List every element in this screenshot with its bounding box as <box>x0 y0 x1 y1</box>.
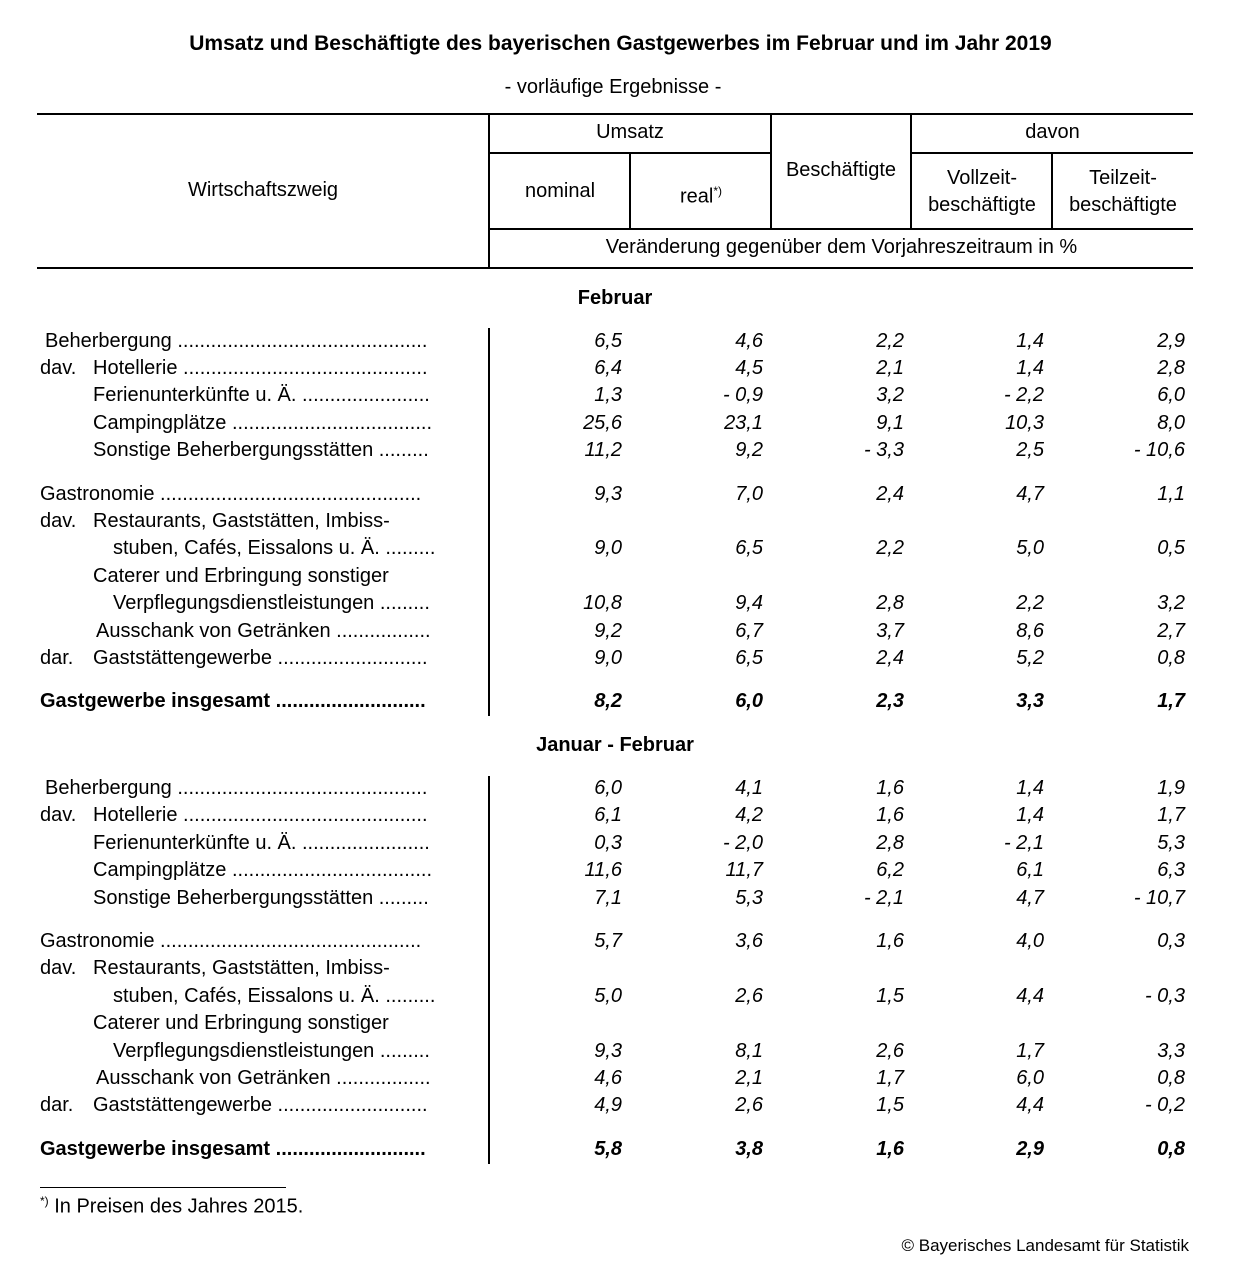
row-label: Ferienunterkünfte u. Ä. ....................... <box>93 832 430 854</box>
footnote-mark: *) <box>40 1194 49 1208</box>
header-davon: davon <box>1025 121 1080 143</box>
row-label: Hotellerie ............................................ <box>93 804 428 826</box>
row-label: Gaststättengewerbe ........................... <box>93 647 428 669</box>
cell-vollzeit: 1,4 <box>1016 777 1044 799</box>
cell-beschaeftigte: 2,8 <box>876 832 904 854</box>
table-row <box>0 620 1241 648</box>
cell-teilzeit: 8,0 <box>1157 412 1185 434</box>
row-label: Restaurants, Gaststätten, Imbiss- <box>93 510 390 532</box>
row-label: Campingplätze .................................... <box>93 412 433 434</box>
cell-vollzeit: 4,7 <box>1016 483 1044 505</box>
cell-teilzeit: 0,8 <box>1157 1067 1185 1089</box>
cell-real: 2,6 <box>735 1094 763 1116</box>
cell-real: 2,6 <box>735 985 763 1007</box>
cell-teilzeit: 1,1 <box>1157 483 1185 505</box>
cell-teilzeit: 2,7 <box>1157 620 1185 642</box>
cell-beschaeftigte: 2,3 <box>876 690 904 712</box>
cell-beschaeftigte: 2,2 <box>876 330 904 352</box>
cell-vollzeit: 2,2 <box>1016 592 1044 614</box>
cell-beschaeftigte: 2,8 <box>876 592 904 614</box>
header-beschaeftigte: Beschäftigte <box>785 159 897 181</box>
cell-real: 9,2 <box>735 439 763 461</box>
table-row-total <box>0 1138 1241 1166</box>
cell-teilzeit: 0,3 <box>1157 930 1185 952</box>
cell-vollzeit: 4,4 <box>1016 1094 1044 1116</box>
row-label: Ausschank von Getränken ................. <box>96 620 431 642</box>
header-vollzeit <box>912 165 1052 219</box>
row-prefix: dav. <box>40 804 77 826</box>
row-label: Gastgewerbe insgesamt ........................... <box>40 690 426 712</box>
footnote <box>40 1194 303 1219</box>
cell-nominal: 11,6 <box>584 859 622 881</box>
cell-real: 5,3 <box>735 887 763 909</box>
row-label: Gastronomie ............................................... <box>40 483 422 505</box>
cell-nominal: 5,7 <box>594 930 622 952</box>
cell-nominal: 11,2 <box>584 439 622 461</box>
header-umsatz: Umsatz <box>596 121 664 143</box>
table-row <box>0 930 1241 958</box>
table-row <box>0 1067 1241 1095</box>
table-row <box>0 777 1241 805</box>
cell-real: - 0,9 <box>722 384 763 406</box>
table-row <box>0 832 1241 860</box>
cell-real: 8,1 <box>735 1040 763 1062</box>
row-label: stuben, Cafés, Eissalons u. Ä. ......... <box>113 537 436 559</box>
cell-real: 23,1 <box>724 412 763 434</box>
cell-beschaeftigte: 1,7 <box>876 1067 904 1089</box>
table-row <box>0 412 1241 440</box>
header-teilzeit-line1: Teilzeit- <box>1089 167 1157 189</box>
cell-vollzeit: 1,4 <box>1016 357 1044 379</box>
row-label: Sonstige Beherbergungsstätten ......... <box>93 439 429 461</box>
cell-beschaeftigte: 2,6 <box>876 1040 904 1062</box>
cell-real: 11,7 <box>725 859 763 881</box>
table-row <box>0 537 1241 565</box>
row-prefix: dav. <box>40 510 77 532</box>
cell-vollzeit: 2,5 <box>1016 439 1044 461</box>
cell-real: 6,5 <box>735 647 763 669</box>
cell-vollzeit: 2,9 <box>1016 1138 1044 1160</box>
table-row <box>0 647 1241 675</box>
cell-teilzeit: 3,3 <box>1157 1040 1185 1062</box>
cell-real: 4,1 <box>735 777 763 799</box>
row-label: Caterer und Erbringung sonstiger <box>93 1012 389 1034</box>
row-label: Verpflegungsdienstleistungen ......... <box>113 1040 430 1062</box>
cell-teilzeit: 2,8 <box>1157 357 1185 379</box>
row-prefix: dav. <box>40 357 77 379</box>
cell-beschaeftigte: 2,1 <box>876 357 904 379</box>
cell-beschaeftigte: 2,4 <box>876 647 904 669</box>
cell-beschaeftigte: 9,1 <box>876 412 904 434</box>
cell-beschaeftigte: 1,5 <box>876 1094 904 1116</box>
table-top-rule <box>37 113 1193 115</box>
footnote-rule <box>40 1187 286 1188</box>
cell-teilzeit: 1,7 <box>1157 804 1185 826</box>
table-row <box>0 330 1241 358</box>
cell-real: 9,4 <box>735 592 763 614</box>
cell-nominal: 10,8 <box>583 592 622 614</box>
page-title: Umsatz und Beschäftigte des bayerischen Gastgewerbes im Februar und im Jahr 2019 <box>189 32 1052 55</box>
cell-teilzeit: 6,0 <box>1157 384 1185 406</box>
table-row <box>0 1012 1241 1040</box>
cell-nominal: 9,0 <box>594 537 622 559</box>
header-bottom-rule <box>37 267 1193 269</box>
row-label: Campingplätze .................................... <box>93 859 433 881</box>
cell-teilzeit: 0,8 <box>1157 647 1185 669</box>
cell-real: 7,0 <box>735 483 763 505</box>
footnote-text: In Preisen des Jahres 2015. <box>48 1195 304 1218</box>
cell-vollzeit: 8,6 <box>1016 620 1044 642</box>
cell-beschaeftigte: 1,6 <box>876 1138 904 1160</box>
cell-vollzeit: 5,2 <box>1016 647 1044 669</box>
cell-nominal: 9,3 <box>594 1040 622 1062</box>
cell-real: 6,0 <box>735 690 763 712</box>
cell-teilzeit: - 0,3 <box>1144 985 1185 1007</box>
cell-real: 3,6 <box>735 930 763 952</box>
row-prefix: dav. <box>40 957 77 979</box>
header-vollzeit-line2: beschäftigte <box>928 194 1036 216</box>
cell-teilzeit: 0,5 <box>1157 537 1185 559</box>
header-real-label: real <box>679 185 714 208</box>
cell-beschaeftigte: 2,2 <box>876 537 904 559</box>
row-label: Gastgewerbe insgesamt ........................... <box>40 1138 426 1160</box>
table-row <box>0 957 1241 985</box>
cell-vollzeit: 1,4 <box>1016 804 1044 826</box>
table-row <box>0 804 1241 832</box>
table-row <box>0 483 1241 511</box>
cell-vollzeit: 5,0 <box>1016 537 1044 559</box>
cell-beschaeftigte: 1,6 <box>876 930 904 952</box>
cell-vollzeit: 6,1 <box>1016 859 1044 881</box>
cell-beschaeftigte: 1,6 <box>876 804 904 826</box>
cell-teilzeit: 2,9 <box>1157 330 1185 352</box>
cell-vollzeit: 6,0 <box>1016 1067 1044 1089</box>
cell-nominal: 9,0 <box>594 647 622 669</box>
header-teilzeit-line2: beschäftigte <box>1069 194 1177 216</box>
cell-vollzeit: 4,4 <box>1016 985 1044 1007</box>
cell-vollzeit: 1,4 <box>1016 330 1044 352</box>
cell-vollzeit: - 2,1 <box>1003 832 1044 854</box>
cell-nominal: 4,9 <box>594 1094 622 1116</box>
cell-nominal: 7,1 <box>594 887 622 909</box>
table-row <box>0 565 1241 593</box>
header-vollzeit-line1: Vollzeit- <box>946 167 1018 189</box>
cell-beschaeftigte: 3,2 <box>876 384 904 406</box>
cell-nominal: 0,3 <box>594 832 622 854</box>
cell-teilzeit: - 10,6 <box>1133 439 1185 461</box>
cell-real: - 2,0 <box>722 832 763 854</box>
table-row <box>0 887 1241 915</box>
table-row <box>0 384 1241 412</box>
cell-nominal: 5,0 <box>594 985 622 1007</box>
row-label: stuben, Cafés, Eissalons u. Ä. ......... <box>113 985 436 1007</box>
cell-vollzeit: 1,7 <box>1016 1040 1044 1062</box>
cell-teilzeit: 1,9 <box>1157 777 1185 799</box>
row-label: Beherbergung ............................................. <box>45 330 428 352</box>
cell-real: 4,2 <box>735 804 763 826</box>
row-prefix: dar. <box>40 1094 74 1116</box>
page-subtitle: - vorläufige Ergebnisse - <box>504 76 722 98</box>
cell-teilzeit: 0,8 <box>1157 1138 1185 1160</box>
cell-beschaeftigte: 1,6 <box>876 777 904 799</box>
cell-beschaeftigte: 1,5 <box>876 985 904 1007</box>
cell-vollzeit: 4,0 <box>1016 930 1044 952</box>
row-label: Restaurants, Gaststätten, Imbiss- <box>93 957 390 979</box>
cell-nominal: 9,3 <box>594 483 622 505</box>
cell-beschaeftigte: 3,7 <box>876 620 904 642</box>
cell-vollzeit: 3,3 <box>1016 690 1044 712</box>
cell-real: 3,8 <box>735 1138 763 1160</box>
cell-real: 6,5 <box>735 537 763 559</box>
section-title-februar: Februar <box>577 287 653 309</box>
table-row <box>0 510 1241 538</box>
row-label: Beherbergung ............................................. <box>45 777 428 799</box>
cell-nominal: 6,5 <box>594 330 622 352</box>
table-row <box>0 1040 1241 1068</box>
cell-nominal: 1,3 <box>594 384 622 406</box>
table-row <box>0 357 1241 385</box>
cell-teilzeit: 1,7 <box>1157 690 1185 712</box>
row-label: Verpflegungsdienstleistungen ......... <box>113 592 430 614</box>
cell-teilzeit: 5,3 <box>1157 832 1185 854</box>
cell-teilzeit: 6,3 <box>1157 859 1185 881</box>
cell-nominal: 5,8 <box>594 1138 622 1160</box>
table-row <box>0 985 1241 1013</box>
table-row <box>0 592 1241 620</box>
cell-vollzeit: 10,3 <box>1005 412 1044 434</box>
cell-teilzeit: 3,2 <box>1157 592 1185 614</box>
cell-real: 6,7 <box>735 620 763 642</box>
cell-nominal: 6,1 <box>594 804 622 826</box>
cell-beschaeftigte: 6,2 <box>876 859 904 881</box>
cell-beschaeftigte: 2,4 <box>876 483 904 505</box>
header-nominal: nominal <box>524 180 596 202</box>
copyright: © Bayerisches Landesamt für Statistik <box>901 1236 1189 1255</box>
cell-real: 4,5 <box>735 357 763 379</box>
cell-vollzeit: 4,7 <box>1016 887 1044 909</box>
row-label: Gaststättengewerbe ........................... <box>93 1094 428 1116</box>
header-rule-units <box>489 228 1193 230</box>
cell-nominal: 6,4 <box>594 357 622 379</box>
cell-teilzeit: - 0,2 <box>1144 1094 1185 1116</box>
section-title-januar-februar: Januar - Februar <box>536 734 694 756</box>
header-real <box>631 178 771 211</box>
header-real-footnote-mark: *) <box>713 184 723 198</box>
header-wirtschaftszweig: Wirtschaftszweig <box>187 179 339 201</box>
row-label: Caterer und Erbringung sonstiger <box>93 565 389 587</box>
table-row <box>0 439 1241 467</box>
cell-nominal: 9,2 <box>594 620 622 642</box>
cell-nominal: 4,6 <box>594 1067 622 1089</box>
row-label: Ausschank von Getränken ................. <box>96 1067 431 1089</box>
cell-beschaeftigte: - 2,1 <box>863 887 904 909</box>
cell-beschaeftigte: - 3,3 <box>863 439 904 461</box>
row-label: Hotellerie ............................................ <box>93 357 428 379</box>
cell-real: 2,1 <box>735 1067 763 1089</box>
header-teilzeit <box>1053 165 1193 219</box>
row-label: Gastronomie ............................................... <box>40 930 422 952</box>
cell-nominal: 8,2 <box>594 690 622 712</box>
table-row-total <box>0 690 1241 718</box>
cell-nominal: 6,0 <box>594 777 622 799</box>
cell-vollzeit: - 2,2 <box>1003 384 1044 406</box>
row-label: Ferienunterkünfte u. Ä. ....................... <box>93 384 430 406</box>
row-prefix: dar. <box>40 647 74 669</box>
row-label: Sonstige Beherbergungsstätten ......... <box>93 887 429 909</box>
cell-teilzeit: - 10,7 <box>1133 887 1185 909</box>
table-row <box>0 859 1241 887</box>
table-row <box>0 1094 1241 1122</box>
cell-nominal: 25,6 <box>583 412 622 434</box>
cell-real: 4,6 <box>735 330 763 352</box>
header-veraenderung: Veränderung gegenüber dem Vorjahreszeitraum in % <box>605 236 1078 258</box>
